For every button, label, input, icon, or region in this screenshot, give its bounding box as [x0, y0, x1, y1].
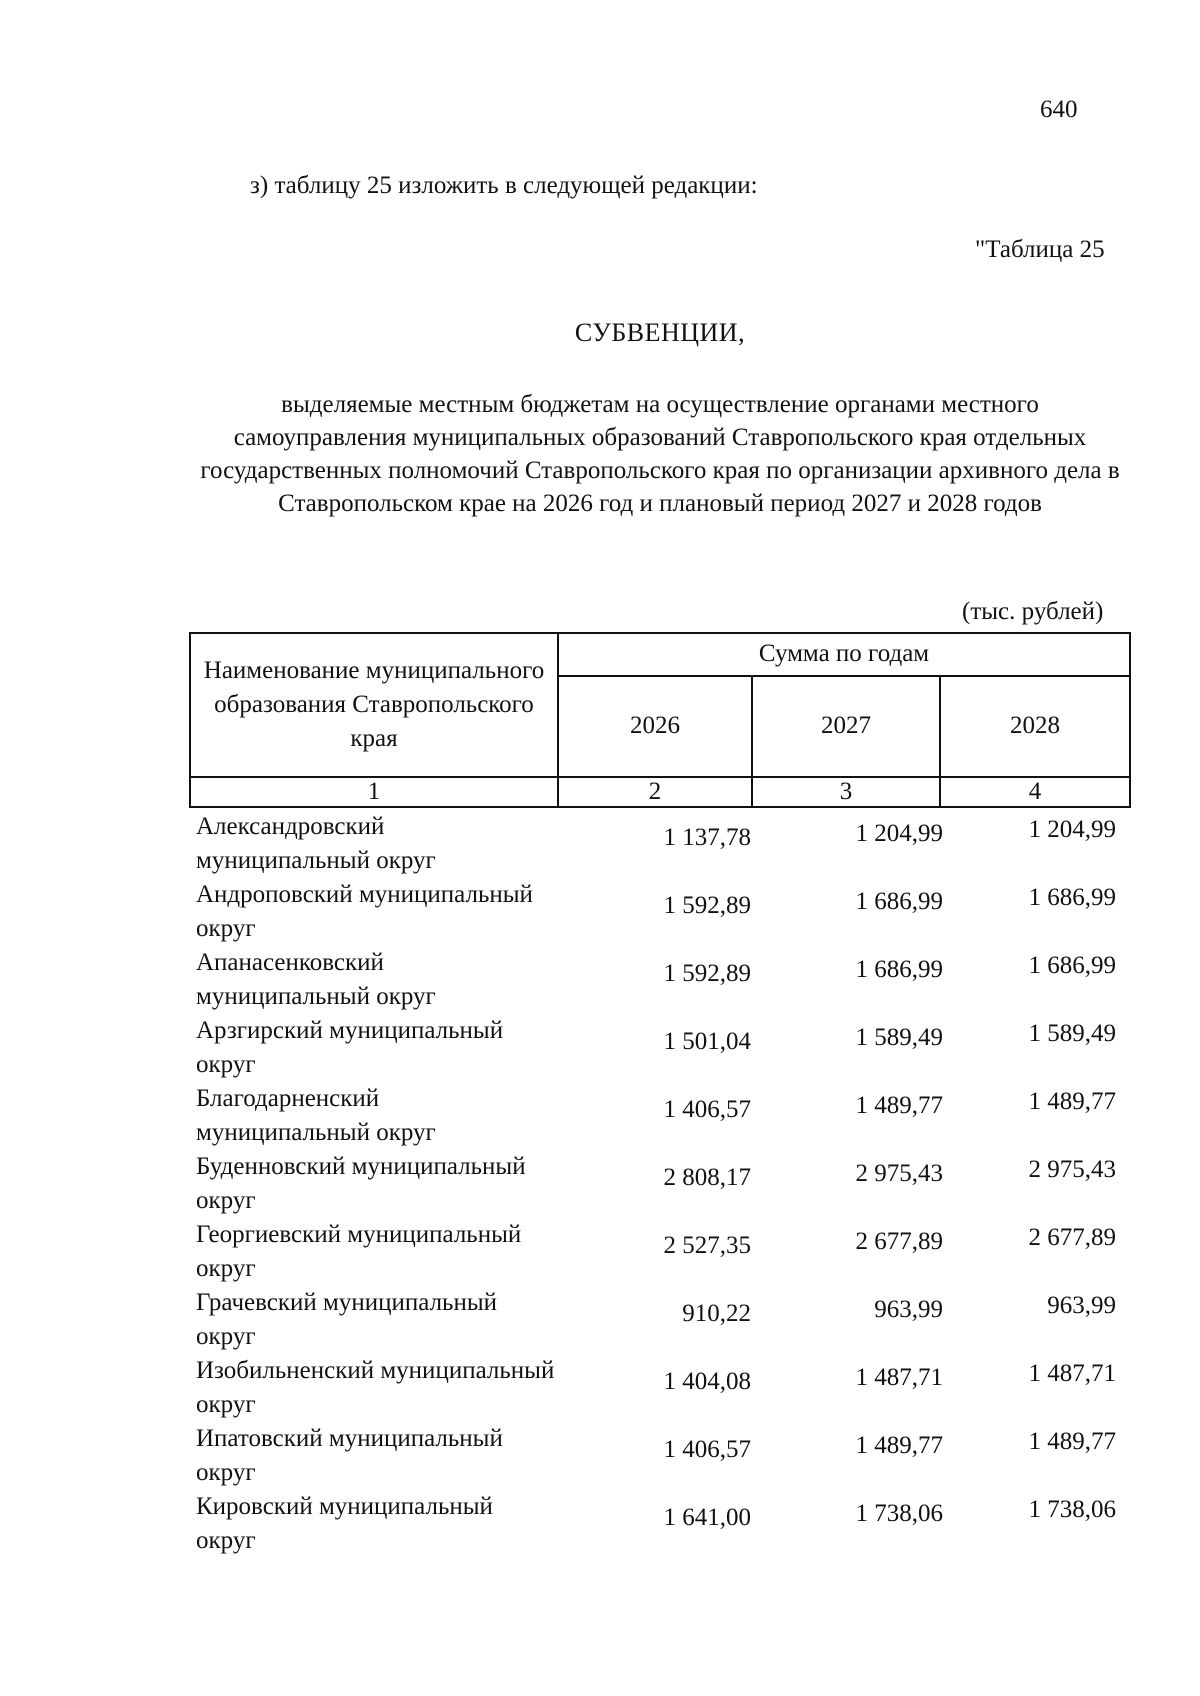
value-2028: 1 489,77 [1028, 1088, 1116, 1115]
table-row [196, 1354, 1116, 1422]
value-2028: 2 975,43 [1028, 1156, 1116, 1183]
municipality-name: Андроповский муниципальный округ [196, 881, 533, 942]
value-2027: 1 487,71 [855, 1364, 943, 1391]
header-year-2026: 2026 [558, 676, 752, 777]
value-2027: 1 686,99 [855, 888, 943, 915]
value-2027: 1 204,99 [855, 820, 943, 847]
value-2027: 2 975,43 [855, 1160, 943, 1187]
value-2026: 1 406,57 [663, 1436, 751, 1463]
municipality-name: Кировский муниципальный округ [196, 1493, 493, 1554]
value-2027: 1 589,49 [855, 1024, 943, 1051]
value-2026: 1 406,57 [663, 1096, 751, 1123]
header-sum-by-years: Сумма по годам [558, 633, 1130, 676]
header-municipality-name: Наименование муниципального образования Ставропольского края [190, 633, 558, 777]
value-2027: 1 738,06 [855, 1500, 943, 1527]
municipality-name: Изобильненский муниципальный округ [196, 1357, 555, 1418]
value-2026: 1 592,89 [663, 960, 751, 987]
value-2026: 1 501,04 [663, 1028, 751, 1055]
column-number-2: 2 [558, 777, 752, 807]
value-2028: 2 677,89 [1028, 1224, 1116, 1251]
table-row [196, 1150, 1116, 1218]
municipality-name: Буденновский муниципальный округ [196, 1153, 526, 1214]
header-year-2028: 2028 [940, 676, 1130, 777]
column-number-3: 3 [752, 777, 940, 807]
header-year-2027: 2027 [752, 676, 940, 777]
value-2026: 910,22 [682, 1300, 751, 1327]
value-2028: 963,99 [1047, 1292, 1116, 1319]
value-2028: 1 589,49 [1028, 1020, 1116, 1047]
value-2028: 1 489,77 [1028, 1428, 1116, 1455]
table-row [196, 810, 1116, 878]
municipality-name: Ипатовский муниципальный округ [196, 1425, 503, 1486]
value-2028: 1 686,99 [1028, 884, 1116, 911]
table-row [196, 1422, 1116, 1490]
value-2026: 1 404,08 [663, 1368, 751, 1395]
municipality-name: Арзгирский муниципальный округ [196, 1017, 504, 1078]
value-2026: 2 527,35 [663, 1232, 751, 1259]
column-number-1: 1 [190, 777, 558, 807]
municipality-name: Грачевский муниципальный округ [196, 1289, 498, 1350]
table-row [196, 946, 1116, 1014]
table-row [196, 1082, 1116, 1150]
value-2028: 1 487,71 [1028, 1360, 1116, 1387]
table-row [196, 878, 1116, 946]
document-title: СУБВЕНЦИИ, [574, 318, 746, 347]
page-number: 640 [1040, 96, 1078, 123]
table-row [196, 1286, 1116, 1354]
table-row [196, 1490, 1116, 1558]
table-body [196, 810, 1116, 1558]
units-label: (тыс. рублей) [962, 598, 1104, 625]
document-subtitle: выделяемые местным бюджетам на осуществление органами местного самоуправления муниципальных образований Ставропольского края отдельных государственных полномочий Ставропольского края по организации архивного дела в Ставропольском крае на 2026 год и плановый период 2027 и 2028 годов [200, 391, 1120, 517]
municipality-name: Благодарненский муниципальный округ [196, 1085, 436, 1146]
value-2027: 1 489,77 [855, 1092, 943, 1119]
instruction-text: з) таблицу 25 изложить в следующей редакции: [250, 172, 758, 199]
municipality-name: Апанасенковский муниципальный округ [196, 949, 436, 1010]
table-label: "Таблица 25 [975, 236, 1105, 263]
column-number-4: 4 [940, 777, 1130, 807]
value-2028: 1 204,99 [1028, 816, 1116, 843]
value-2026: 2 808,17 [663, 1164, 751, 1191]
value-2026: 1 641,00 [663, 1504, 751, 1531]
value-2026: 1 592,89 [663, 892, 751, 919]
municipality-name: Георгиевский муниципальный округ [196, 1221, 522, 1282]
value-2028: 1 738,06 [1028, 1496, 1116, 1523]
value-2026: 1 137,78 [663, 824, 751, 851]
table-row [196, 1014, 1116, 1082]
municipality-name: Александровский муниципальный округ [196, 813, 436, 874]
value-2027: 2 677,89 [855, 1228, 943, 1255]
value-2027: 1 489,77 [855, 1432, 943, 1459]
subventions-table-header [189, 632, 1131, 808]
value-2027: 1 686,99 [855, 956, 943, 983]
value-2027: 963,99 [874, 1296, 943, 1323]
table-row [196, 1218, 1116, 1286]
value-2028: 1 686,99 [1028, 952, 1116, 979]
